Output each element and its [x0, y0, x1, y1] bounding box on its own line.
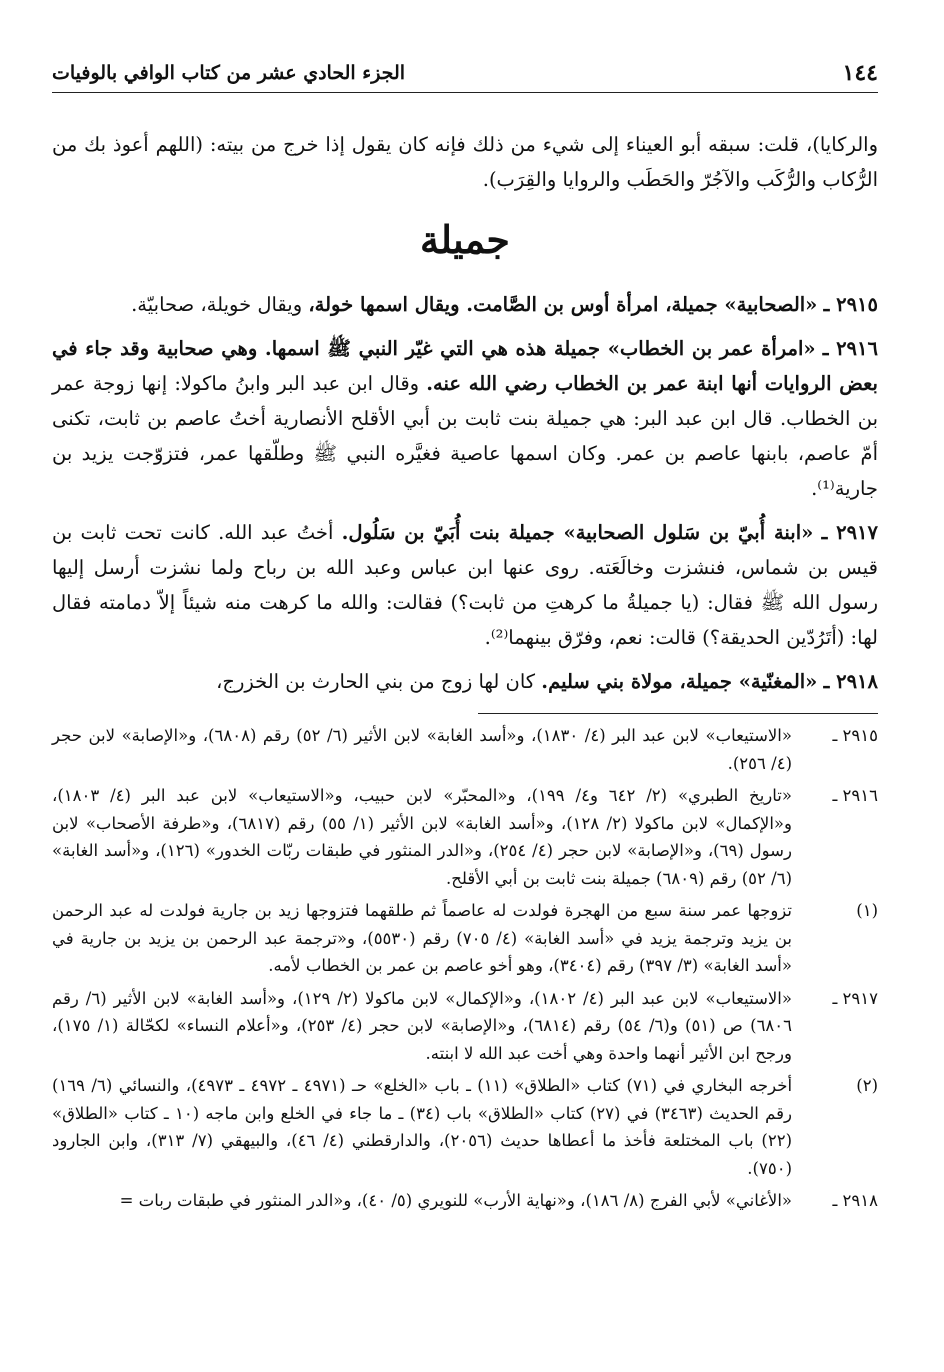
footnote-key: ٢٩١٨ ـ	[832, 1191, 878, 1210]
footnote-text: تزوجها عمر سنة سبع من الهجرة فولدت له عاصماً ثم طلقهما فتزوجها زيد بن جارية فولدت له عبد الرحمن بن يزيد وترجمة يزيد في «أسد الغابة» (٤/ ٧٠٥) رقم (٥٥٣٠)، و«ترجمة عبد الرحمن بن يزيد بن جارية في «أسد الغابة» (٣/ ٣٩٧) رقم (٣٤٠٤)، وهو أخو عاصم بن عمر بن الخطاب لأمه.	[52, 901, 793, 975]
page	[52, 52, 878, 1220]
footnote-text: «الاستيعاب» لابن عبد البر (٤/ ١٨٠٢)، و«الإكمال» لابن ماكولا (٢/ ١٢٩)، و«أسد الغابة» لابن الأثير (٦/ رقم ٦٨٠٦) ص (٥١) و(٦/ ٥٤) رقم (٦٨١٤)، و«الإصابة» لابن حجر (٤/ ٢٥٣)، و«أعلام النساء» لكحّالة (١/ ١٧٥)، ورجح ابن الأثير أنهما واحدة وهي أخت عبد الله لا ابنته.	[52, 988, 793, 1063]
entry-number: ٢٩١٧ ـ	[821, 521, 879, 544]
footnote	[52, 897, 878, 980]
running-title: الجزء الحادي عشر من كتاب الوافي بالوفيات	[52, 62, 406, 84]
footnote-key: (١)	[856, 901, 878, 920]
footnote-separator	[478, 713, 878, 714]
footnote	[52, 1187, 878, 1215]
entry-number: ٢٩١٨ ـ	[823, 670, 878, 693]
entry-heading: «ابنة أُبيّ بن سَلول الصحابية» جميلة بنت أُبَيّ بن سَلُول.	[341, 521, 814, 544]
entry-number: ٢٩١٦ ـ	[822, 337, 878, 360]
footnote-text: «تاريخ الطبري» (٢/ ٦٤٢ و٤/ ١٩٩)، و«المحبّر» لابن حبيب، و«الاستيعاب» لابن عبد البر (٤/ ١٨٠٣)، و«الإكمال» لابن ماكولا (٢/ ١٢٨)، و«أسد الغابة» لابن الأثير (١/ ٥٥) رقم (٦٨١٧)، و«طرفة الأصحاب» لابن رسول (٦٩)، و«الإصابة» لابن حجر (٤/ ٢٥٤)، و«الدر المنثور في طبقات ربّات الخدور» (١٢٦)، و«أسد الغابة» (٦/ ٥٢) رقم (٦٨٠٩) جميلة بنت ثابت بن أبي الأقلح.	[52, 786, 792, 888]
entry-2915	[52, 287, 878, 322]
footnote-text: أخرجه البخاري في (٧١) كتاب «الطلاق» (١١) ـ باب «الخلع» حـ (٤٩٧١ ـ ٤٩٧٢ ـ ٤٩٧٣)، والنسائي (٦/ ١٦٩) رقم الحديث (٣٤٦٣) في (٢٧) كتاب «الطلاق» باب (٣٤) ـ ما جاء في الخلع وابن ماجه (١٠ ـ كتاب «الطلاق» (٢٢) باب المختلعة فأخذ ما أعطاها حديث (٢٠٥٦)، والدارقطني (٤/ ٤٦)، والبيهقي (٧/ ٣١٣)، وابن الجارود (٧٥٠).	[52, 1076, 793, 1178]
footnotes	[52, 722, 878, 1215]
footnote	[52, 782, 878, 892]
footnote-text: «الاستيعاب» لابن عبد البر (٤/ ١٨٣٠)، و«أسد الغابة» لابن الأثير (٦/ ٥٢) رقم (٦٨٠٨)، و«الإصابة» لابن حجر (٤/ ٢٥٦).	[52, 726, 792, 773]
footnote-text: «الأغاني» لأبي الفرج (٨/ ١٨٦)، و«نهاية الأرب» للنويري (٥/ ٤٠)، و«الدر المنثور في طبقات ربات =	[119, 1191, 792, 1210]
entry-heading: «الصحابية» جميلة، امرأة أوس بن الصَّامت. ويقال اسمها خولة،	[308, 293, 818, 316]
entry-2916	[52, 331, 878, 506]
footnote	[52, 722, 878, 777]
intro-paragraph: والركايا)، قلت: سبقه أبو العيناء إلى شيء من ذلك فإنه كان يقول إذا خرج من بيته: (اللهم أعوذ بك من الرُّكاب والرُّكَب والآجُرّ والحَطَب والروايا والقِرَب).	[52, 133, 878, 191]
page-header	[52, 52, 878, 93]
entry-body: ويقال خويلة، صحابيّة.	[131, 293, 303, 316]
entry-body: كان لها زوج من بني الحارث بن الخزرج،	[216, 670, 536, 693]
footnote-key: (٢)	[856, 1076, 878, 1095]
footnote-key: ٢٩١٥ ـ	[832, 726, 878, 745]
footnote-key: ٢٩١٧ ـ	[832, 988, 878, 1008]
entry-number: ٢٩١٥ ـ	[823, 293, 878, 316]
page-number: ١٤٤	[842, 60, 878, 86]
section-title: جميلة	[420, 217, 510, 262]
entry-body: وقال ابن عبد البر وابنُ ماكولا: إنها زوجة عمر بن الخطاب. قال ابن عبد البر: هي جميلة بنت ثابت بن أبي الأقلح الأنصارية أختُ عاصم بن ثابت، تكنى أمّ عاصم، بابنها عاصم بن عمر. وكان اسمها عاصية فغيَّره النبي ﷺ وطلّقها عمر، فتزوّجت يزيد بن جارية⁽¹⁾.	[52, 372, 878, 500]
entry-2918	[52, 664, 878, 699]
entry-heading: «المغنّية» جميلة، مولاة بني سليم.	[541, 670, 818, 693]
entry-body: أختُ عبد الله. كانت تحت ثابت بن قيس بن شماس، فنشزت وخالَعَته. روى عنها ابن عباس وعبد الله بن رباح ولما نشزت أرسل إليها رسول الله ﷺ فقال: (يا جميلةُ ما كرهتِ من ثابت؟) فقالت: والله ما كرهت منه شيئاً إلاّ دمامته فقال لها: (أتَرُدّين الحديقة؟) قالت: نعم، وفرّق بينهما⁽²⁾.	[52, 521, 878, 649]
entry-heading: «امرأة عمر بن الخطاب» جميلة هذه هي التي غيّر النبي ﷺ اسمها. وهي صحابية وقد جاء في بعض الروايات أنها ابنة عمر بن الخطاب رضي الله عنه.	[52, 337, 878, 395]
entry-2917	[52, 515, 878, 655]
footnote-key: ٢٩١٦ ـ	[832, 786, 878, 805]
main-text	[52, 127, 878, 699]
footnote	[52, 1072, 878, 1182]
footnote	[52, 985, 878, 1068]
